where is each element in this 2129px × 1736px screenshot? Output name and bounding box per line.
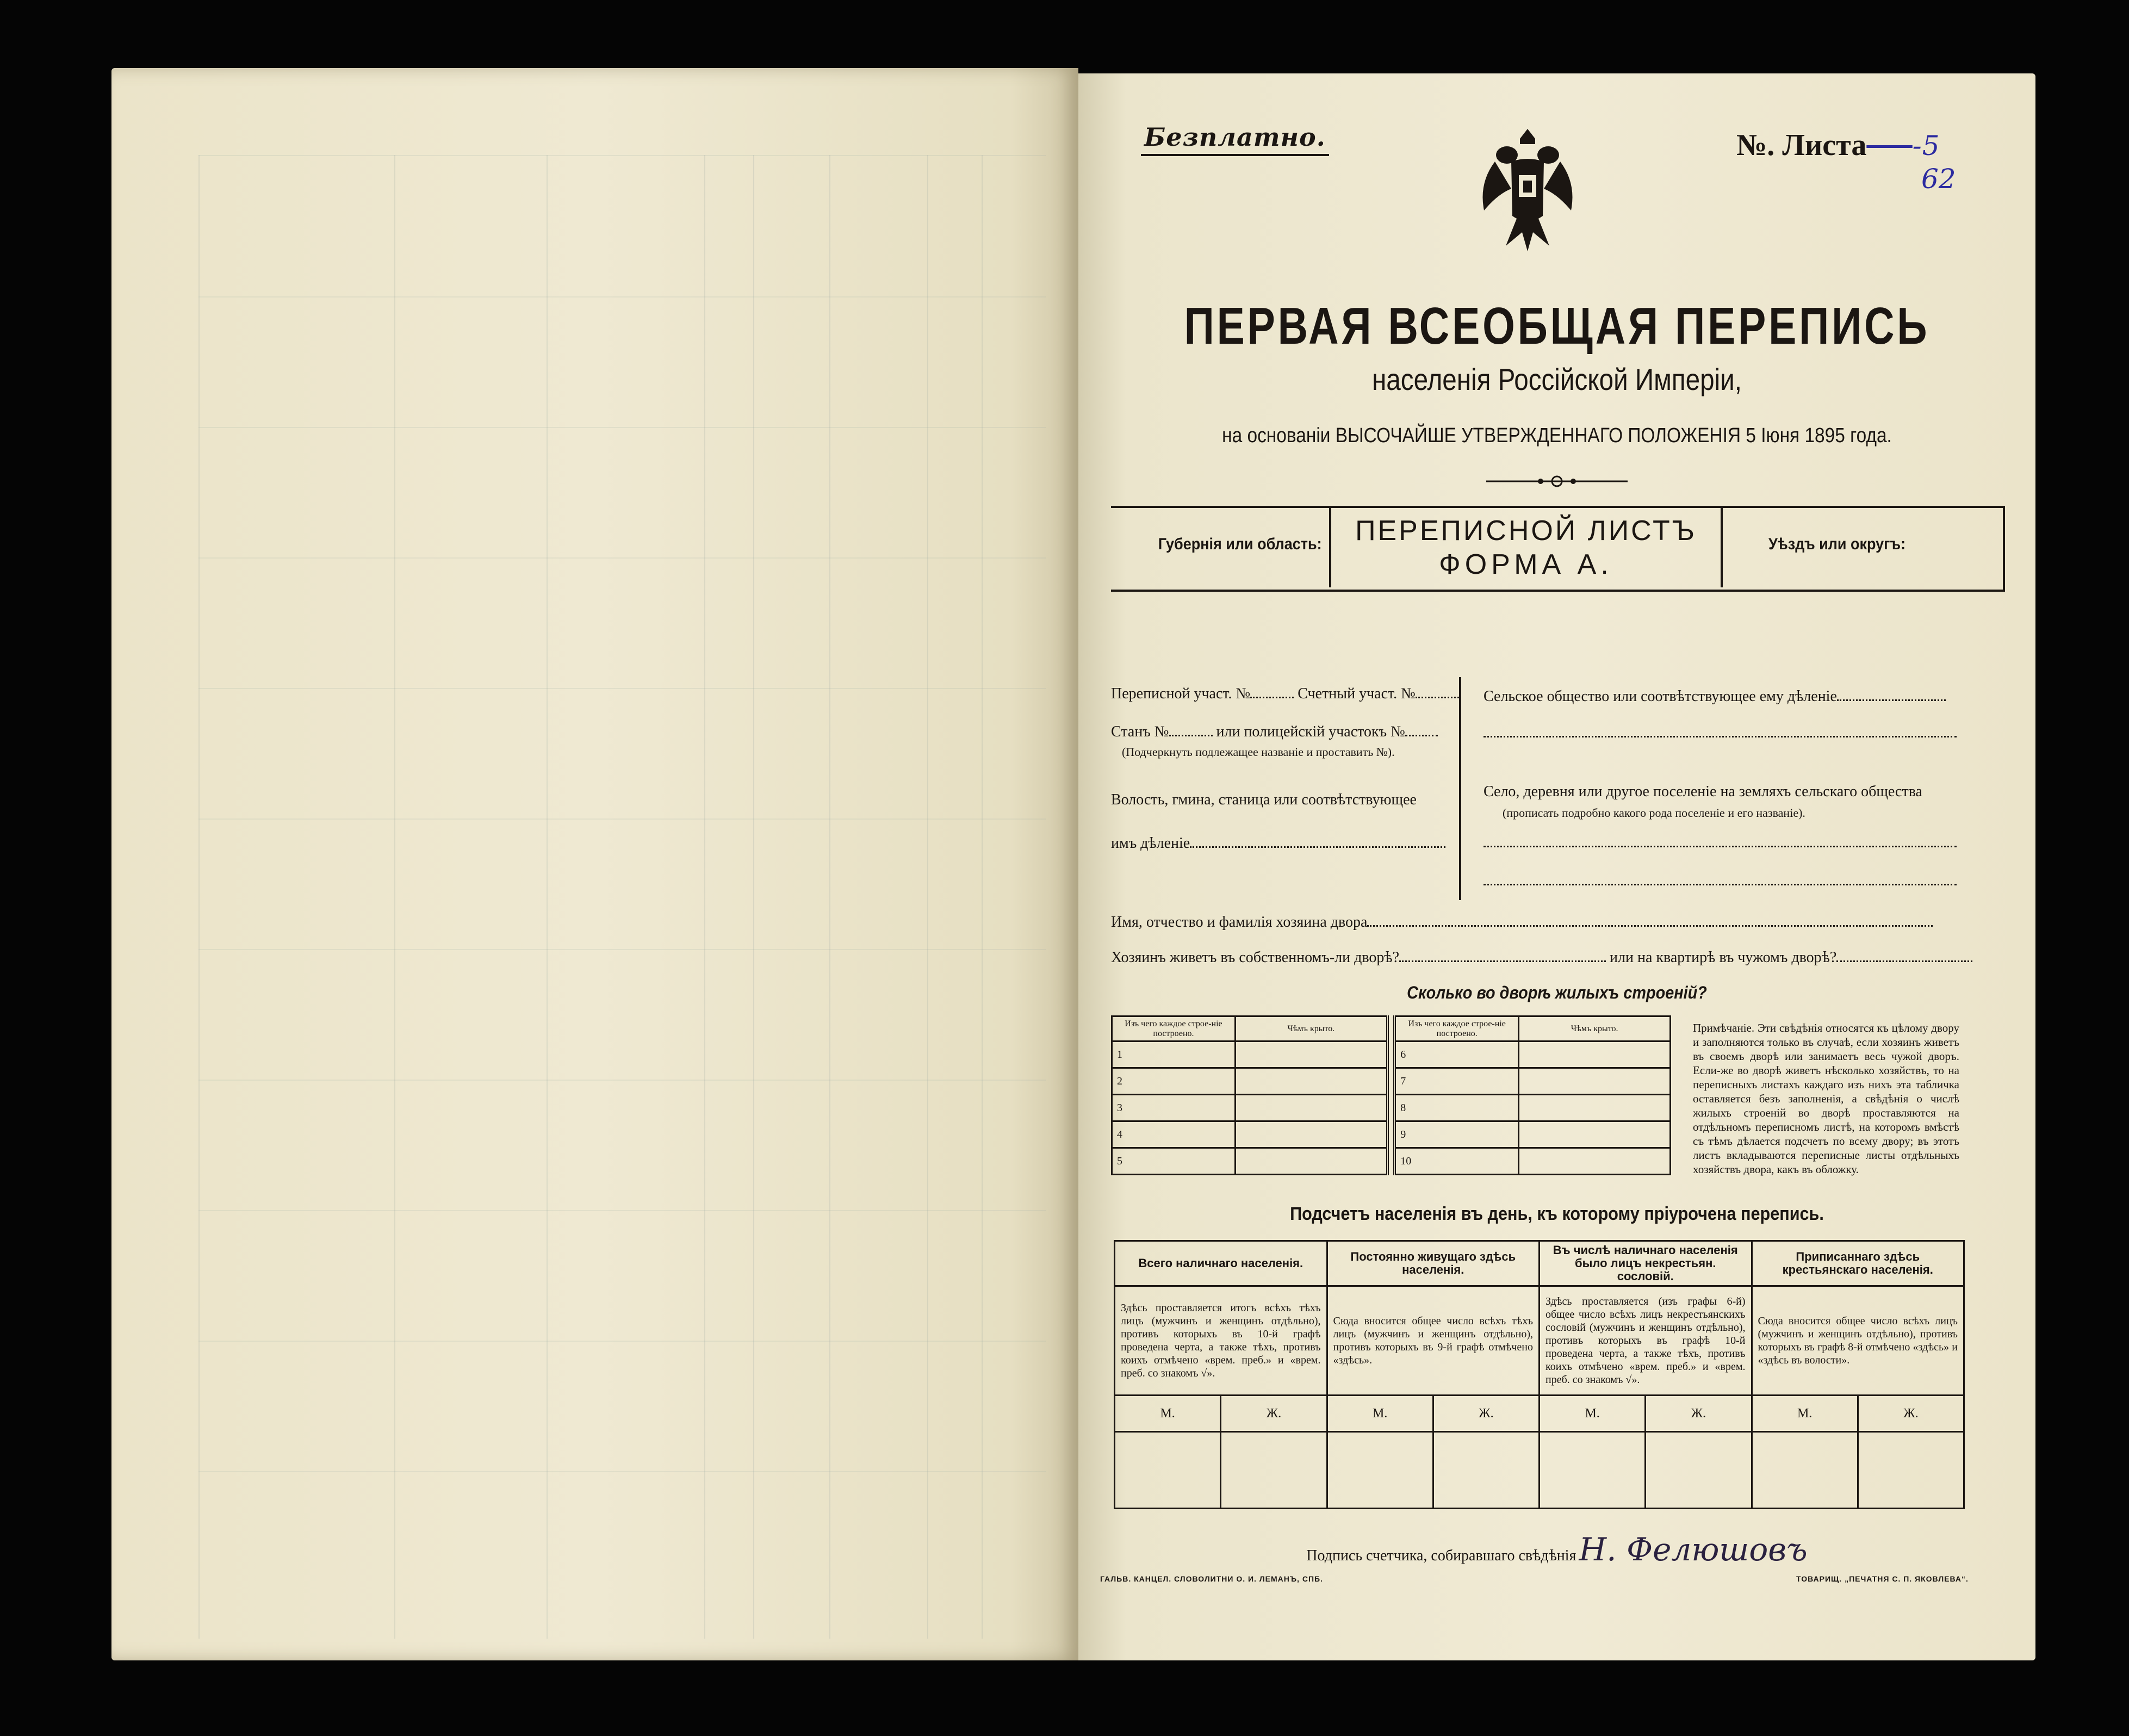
ornament-divider-icon	[1481, 473, 1633, 489]
table-row: 2 7	[1112, 1068, 1671, 1095]
table-row: 1 6	[1112, 1041, 1671, 1068]
owner-name-field: Имя, отчество и фамилія хозяина двора	[1111, 911, 1933, 931]
pop-head-permanent: Постоянно живущаго здѣсь населенія.	[1327, 1241, 1540, 1286]
column-separator	[1459, 677, 1461, 900]
printer-right: ТОВАРИЩ. „ПЕЧАТНЯ С. П. ЯКОВЛЕВА“.	[1796, 1574, 1969, 1583]
buildings-title: Сколько во дворѣ жилыхъ строеній?	[1407, 983, 1707, 1002]
pop-head-total: Всего наличнаго населенія.	[1115, 1241, 1327, 1286]
form-title: ФОРМА А.	[1439, 549, 1613, 580]
signature-label: Подпись счетчика, собиравшаго свѣдѣнія	[1306, 1547, 1576, 1564]
pop-head-noncrest: Въ числѣ наличнаго населенія было лицъ некрестьян. сословій.	[1540, 1241, 1752, 1286]
buildings-note: Примѣчаніе. Эти свѣдѣнія относятся къ цѣлому двору и заполняются только въ случаѣ, если хозяинъ живетъ въ своемъ дворѣ или занимаетъ весь чужой дворъ. Если-же во дворѣ живетъ нѣсколько хозяйствъ, то на переписныхъ листахъ каждаго изъ нихъ эта табличка оставляется безъ заполненія, а свѣдѣнія о числѣ жилыхъ строеній во дворѣ проставляются на отдѣльномъ переписномъ листѣ, на которомъ вмѣстѣ съ тѣмъ дѣлается подсчетъ по всему двору; въ этотъ листъ вкладываются переписные листы отдѣльныхъ хозяйствъ двора, какъ въ обложку.	[1693, 1021, 1959, 1176]
pop-head-peasant: Приписаннаго здѣсь крестьянскаго населенія.	[1752, 1241, 1964, 1286]
buildings-table	[1111, 1015, 1671, 1175]
double-headed-eagle-icon	[1473, 123, 1582, 254]
col-material-2: Изъ чего каждое строе-ніе построено.	[1395, 1016, 1519, 1041]
left-page	[111, 68, 1078, 1660]
underline-note: (Подчеркнуть подлежащее названіе и проставить №).	[1122, 745, 1395, 759]
col-material: Изъ чего каждое строе-ніе построено.	[1112, 1016, 1236, 1041]
table-row: 4 9	[1112, 1121, 1671, 1148]
sheet-number-label: №. Листа	[1736, 128, 1867, 162]
camp-field: Станъ № или полицейскій участокъ №	[1111, 721, 1438, 741]
rural-society-field: Сельское общество или соотвѣтствующее ему дѣленіе	[1484, 685, 1946, 705]
sheet-number: №. Листа​ -5	[1736, 128, 1940, 162]
population-table: Всего наличнаго населенія. Постоянно живущаго здѣсь населенія. Въ числѣ наличнаго населенія было лицъ некрестьян. сословій. Приписаннаго здѣсь крестьянскаго населенія. Здѣсь проставляется итогъ всѣхъ тѣхъ лицъ (мужчинъ и женщинъ отдѣльно), противъ которыхъ въ 10-й графѣ проведена черта, а также тѣхъ, противъ коихъ отмѣчено «врем. преб.» и «врем. преб. со знакомъ √». Сюда вносится общее число всѣхъ тѣхъ лицъ (мужчинъ и женщинъ отдѣльно), противъ которыхъ въ 9-й графѣ отмѣчено «здѣсь». Здѣсь проставляется (изъ графы 6-й) общее число всѣхъ лицъ некрестьянскихъ сословій (мужчинъ и женщинъ отдѣльно), противъ которыхъ въ графѣ 10-й проведена черта, а также тѣхъ, противъ коихъ отмѣчено «врем. преб.» и «врем. преб. со знакомъ √». Сюда вносится общее число всѣхъ лицъ (мужчинъ и женщинъ отдѣльно), противъ которыхъ въ графѣ 8-й отмѣчено «здѣсь» и «здѣсь въ волости». М. Ж. М. Ж. М. Ж. М. Ж.	[1114, 1240, 1965, 1509]
volost-field-2: имъ дѣленіе	[1111, 832, 1445, 852]
col-roof-2: Чѣмъ крыто.	[1519, 1016, 1671, 1041]
province-label: Губернія или область:	[1158, 535, 1322, 553]
subtitle: населенія Россійской Имперіи,	[1372, 362, 1742, 396]
form-header-box	[1111, 506, 2005, 592]
census-section-field: Переписной участ. № Счетный участ. №	[1111, 683, 1459, 703]
sheet-title: ПЕРЕПИСНОЙ ЛИСТЪ	[1355, 515, 1697, 547]
signature-line	[1078, 1531, 2035, 1568]
printer-left: ГАЛЬВ. КАНЦЕЛ. СЛОВОЛИТНИ О. И. ЛЕМАНЪ, СПБ.	[1100, 1574, 1323, 1583]
sheet-number-hand2: 62	[1921, 163, 1956, 195]
district-label: Уѣздъ или округъ:	[1768, 535, 1906, 553]
free-label: Безплатно.	[1141, 122, 1329, 156]
population-title: Подсчетъ населенія въ день, къ которому пріурочена перепись.	[1290, 1204, 1824, 1224]
sheet-number-hand: 5	[1922, 130, 1940, 162]
enumerator-signature: Н. Фелюшовъ	[1579, 1531, 1808, 1568]
basis-line: на основаніи ВЫСОЧАЙШЕ УТВЕРЖДЕННАГО ПОЛОЖЕНІЯ 5 Іюня 1895 года.	[1222, 424, 1892, 447]
owner-lives-field: Хозяинъ живетъ въ собственномъ-ли дворѣ? или на квартирѣ въ чужомъ дворѣ?	[1111, 946, 1972, 966]
table-row: 3 8	[1112, 1095, 1671, 1121]
volost-field: Волость, гмина, станица или соотвѣтствующее	[1111, 791, 1417, 808]
col-roof: Чѣмъ крыто.	[1235, 1016, 1387, 1041]
village-field: Село, деревня или другое поселеніе на земляхъ сельскаго общества	[1484, 783, 1922, 800]
main-title: ПЕРВАЯ ВСЕОБЩАЯ ПЕРЕПИСЬ	[1184, 297, 1930, 355]
census-form-page	[1078, 73, 2035, 1660]
table-row: 5 10	[1112, 1148, 1671, 1175]
village-note: (прописать подробно какого рода поселеніе и его названіе).	[1503, 806, 1805, 820]
